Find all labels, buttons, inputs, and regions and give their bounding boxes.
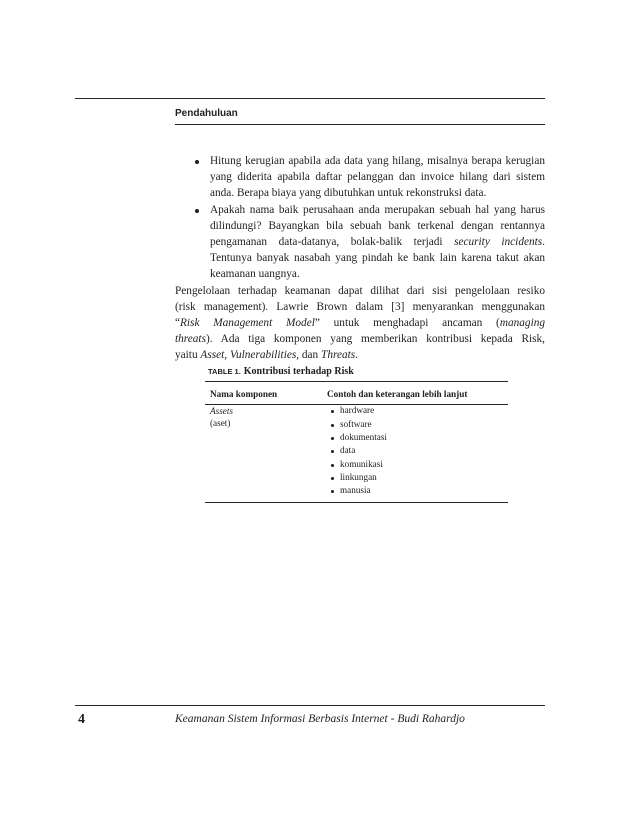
list-item	[329, 404, 387, 417]
text-line: Hitung kerugian apabila ada data yang hilang, misalnya berapa kerugian	[210, 155, 545, 167]
column-header: Nama komponen	[210, 389, 278, 399]
list-item-label: linkungan	[340, 471, 377, 482]
text-segment: , dan	[296, 349, 322, 361]
footer-rule	[75, 705, 545, 706]
text-line	[175, 331, 545, 347]
table-cell-examples	[329, 404, 387, 497]
text-line: Tentunya banyak nasabah yang pindah ke bank lain karena takut akan	[210, 252, 545, 264]
list-item	[329, 471, 387, 484]
list-item-label: software	[340, 418, 372, 429]
page-number: 4	[78, 712, 85, 727]
body-paragraph	[175, 283, 545, 363]
table-top-rule	[205, 381, 508, 382]
list-item-label: manusia	[340, 485, 371, 496]
text-segment: yaitu	[175, 349, 201, 361]
text-line: dilindungi? Bayangkan bila sebuah bank terkenal dengan rentannya	[210, 220, 545, 232]
bullet-icon	[331, 424, 334, 427]
list-item	[329, 484, 387, 497]
list-item-label: data	[340, 445, 356, 456]
list-item	[329, 431, 387, 444]
table-bottom-rule	[205, 502, 508, 503]
list-item-label: dokumentasi	[340, 431, 387, 442]
table-caption	[208, 364, 354, 378]
list-item-label: hardware	[340, 405, 375, 416]
emphasized-text: security incidents	[454, 236, 543, 248]
bullet-icon	[331, 477, 334, 480]
list-item	[329, 418, 387, 431]
text-line: Pengelolaan terhadap keamanan dapat dilihat dari sisi pengelolaan resiko	[175, 285, 545, 297]
list-item	[329, 458, 387, 471]
bullet-icon	[195, 209, 199, 213]
bullet-item	[210, 153, 545, 201]
text-line	[210, 234, 545, 250]
bullet-icon	[331, 410, 334, 413]
list-item-label: komunikasi	[340, 458, 383, 469]
text-line: anda. Berapa biaya yang dibutuhkan untuk rekonstruksi data.	[210, 187, 487, 199]
text-line	[175, 347, 545, 363]
header-top-rule	[75, 98, 545, 99]
text-line: keamanan uangnya.	[210, 268, 300, 280]
text-segment: ). Ada tiga komponen yang memberikan kontribusi kepada Risk,	[205, 333, 545, 345]
bullet-icon	[331, 490, 334, 493]
bullet-icon	[195, 160, 199, 164]
footer-title: Keamanan Sistem Informasi Berbasis Internet - Budi Rahardjo	[175, 713, 465, 725]
text-segment: ,	[224, 349, 230, 361]
running-header-title: Pendahuluan	[175, 108, 238, 119]
emphasized-text: Threats	[321, 349, 356, 361]
text-line: yang diderita apabila daftar pelanggan dan invoice hilang dari sistem	[210, 171, 545, 183]
component-name: Assets	[210, 406, 233, 416]
table	[205, 381, 508, 503]
emphasized-text: Asset	[200, 349, 225, 361]
table-title: Kontribusi terhadap Risk	[243, 366, 354, 377]
text-line	[175, 315, 545, 331]
table-cell-component	[210, 405, 233, 429]
component-note: (aset)	[210, 418, 231, 428]
bullet-item	[210, 202, 545, 282]
text-segment: ” untuk menghadapi ancaman (	[314, 317, 500, 329]
bullet-icon	[331, 437, 334, 440]
text-segment: .	[542, 236, 545, 248]
table-label: TABLE 1.	[208, 367, 241, 376]
column-header: Contoh dan keterangan lebih lanjut	[327, 389, 468, 399]
emphasized-text: managing	[499, 317, 546, 329]
list-item	[329, 444, 387, 457]
bullet-icon	[331, 464, 334, 467]
text-line: Apakah nama baik perusahaan anda merupakan sebuah hal yang harus	[210, 204, 545, 216]
text-segment: .	[355, 349, 358, 361]
text-segment: pengamanan data-datanya, bolak-balik terjadi	[210, 236, 455, 248]
bullet-icon	[331, 450, 334, 453]
text-line: (risk management). Lawrie Brown dalam [3] menyarankan menggunakan	[175, 301, 545, 313]
emphasized-text: threats	[175, 333, 206, 345]
text-segment: “	[175, 317, 181, 329]
emphasized-text: Vulnerabilities	[229, 349, 297, 361]
emphasized-text: Risk Management Model	[180, 317, 315, 329]
header-bottom-rule	[175, 124, 545, 125]
